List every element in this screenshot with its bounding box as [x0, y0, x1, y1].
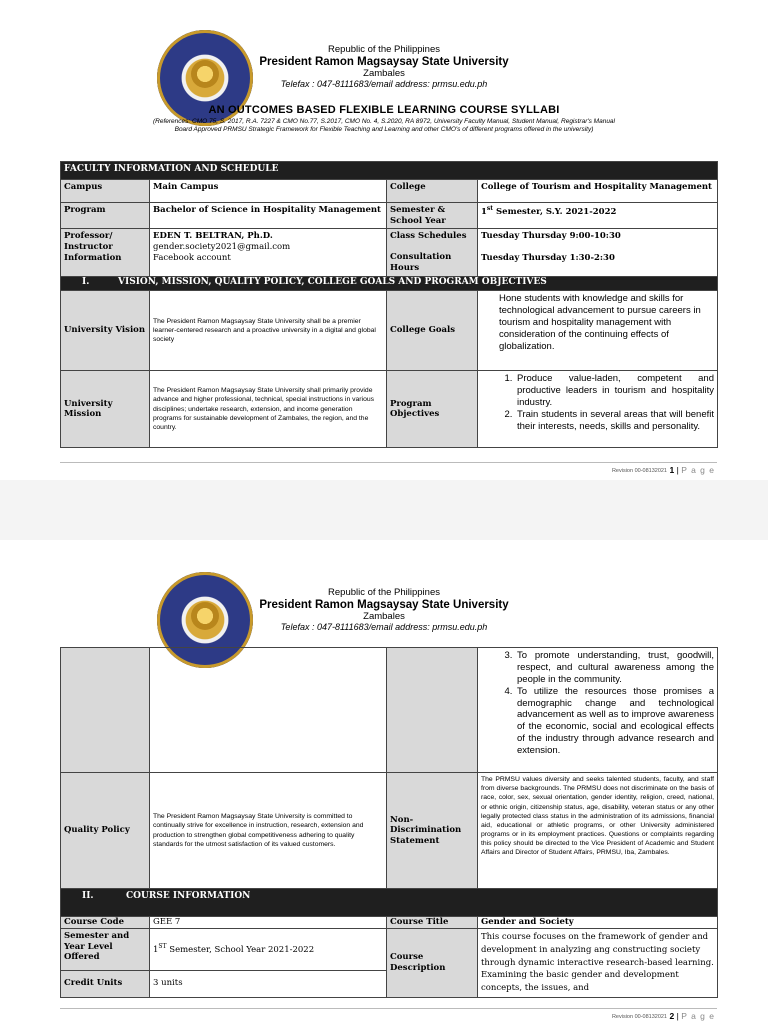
program-objectives-cell [478, 371, 718, 448]
professor-email: gender.society2021@gmail.com [153, 241, 291, 252]
program-objectives-list-1 [481, 373, 714, 432]
semester-row [61, 929, 718, 971]
page-1 [0, 0, 768, 480]
vmgo-continued-table [60, 647, 718, 998]
program-row [61, 203, 718, 229]
objective-item: 1. Produce value-laden, competent and productive leaders in tourism and hospitality industry. [515, 373, 714, 409]
mission-text: The President Ramon Magsaysay State University shall primarily provide advance and higher professional, technical, special instructions in various disciplines; undertake research, extension, and income generation programs for sustainable development of Zambales, the region, and the country. [150, 371, 387, 448]
campus-row [61, 180, 718, 203]
course-code-row [61, 917, 718, 929]
professor-row [61, 229, 718, 277]
faculty-table [60, 161, 718, 448]
program-objectives-list-2 [481, 650, 714, 757]
vmgo-section-header [61, 277, 718, 291]
course-description-text: This course focuses on the framework of gender and development in analyzing ang constructing society through dynamic interactive research-based learning. Examining the basic gender and development concepts, the issues, and [478, 929, 718, 998]
vmgo-section-cell [61, 277, 718, 291]
letterhead [0, 44, 768, 89]
empty-label-cell [61, 648, 150, 773]
mission-row [61, 371, 718, 448]
vmgo-section-number: I. [82, 277, 90, 288]
consultation-value: Tuesday Thursday 1:30-2:30 [481, 252, 615, 263]
telefax-line: Telefax : 047-8111683/email address: prmsu.edu.ph [280, 79, 488, 89]
quality-row [61, 773, 718, 889]
page-2-footer [60, 1008, 717, 1021]
page-1-footer [60, 462, 717, 475]
references-line-2: Board Approved PRMSU Strategic Framework for Flexible Teaching and Learning and other CMO's of different programs offered in the university) [174, 126, 594, 134]
course-section-header [61, 889, 718, 917]
province-line: Zambales [363, 611, 405, 622]
college-value: College of Tourism and Hospitality Management [478, 180, 718, 203]
semester-value: 1st Semester, S.Y. 2021-2022 [478, 203, 718, 229]
empty-label-cell [387, 648, 478, 773]
credit-units-label: Credit Units [61, 970, 150, 997]
telefax-line: Telefax : 047-8111683/email address: prmsu.edu.ph [280, 622, 488, 632]
course-code-label: Course Code [61, 917, 150, 929]
quality-policy-text: The President Ramon Magsaysay State University is committed to continually strive for excellence in instruction, research, extension and production to strengthen global competitiveness adhering to quality standards for the utmost satisfaction of its valued customers. [150, 773, 387, 889]
program-value: Bachelor of Science in Hospitality Management [150, 203, 387, 229]
college-label: College [387, 180, 478, 203]
vision-text: The President Ramon Magsaysay State University shall be a premier learner-centered research and a proactive university in a digital and global society [150, 291, 387, 371]
republic-line: Republic of the Philippines [328, 44, 440, 55]
objective-item: 3. To promote understanding, trust, goodwill, respect, and cultural awareness among the people in the community. [515, 650, 714, 686]
vision-label: University Vision [61, 291, 150, 371]
revision-number: Revision 00-08132021 [611, 1014, 667, 1020]
vmgo-section-title: VISION, MISSION, QUALITY POLICY, COLLEGE GOALS AND PROGRAM OBJECTIVES [118, 277, 547, 288]
course-title-label: Course Title [387, 917, 478, 929]
credit-units-value: 3 units [150, 970, 387, 997]
province-line: Zambales [363, 68, 405, 79]
page-2 [0, 540, 768, 1024]
quality-policy-label: Quality Policy [61, 773, 150, 889]
semester-level-label: Semester and Year Level Offered [61, 929, 150, 971]
college-goals-text: Hone students with knowledge and skills for technological advancement to pursue careers in tourism and hospitality management with consideration of the continuing effects of globalization. [499, 293, 701, 352]
campus-label: Campus [61, 180, 150, 203]
revision-number: Revision 00-08132021 [611, 468, 667, 474]
consultation-label: Consultation Hours [390, 251, 452, 273]
class-schedule-label: Class Schedules [390, 231, 467, 242]
course-section-title: COURSE INFORMATION [126, 891, 251, 901]
page-gap [0, 480, 768, 540]
objectives-continued-row [61, 648, 718, 773]
professor-label: Professor/ Instructor Information [61, 229, 150, 277]
course-title-value: Gender and Society [478, 917, 718, 929]
references-line-1: (References: CMO 75, S. 2017, R.A. 7227 & CMO No.77, S.2017, CMO No. 4, S.2020, RA 8972, University Faculty Manual, Student Manual, Registrar's Manual [153, 118, 615, 125]
semester-label: Semester & School Year [387, 203, 478, 229]
republic-line: Republic of the Philippines [328, 587, 440, 598]
vision-row [61, 291, 718, 371]
campus-value: Main Campus [150, 180, 387, 203]
course-code-value: GEE 7 [150, 917, 387, 929]
objective-item: 4. To utilize the resources those promises a demographic change and technological advancement as well as to improve awareness of the economic, social and ecological effects of the industry through advance research and extension. [515, 686, 714, 757]
mission-label: University Mission [61, 371, 150, 448]
references [100, 118, 668, 135]
schedule-values [478, 229, 718, 277]
non-discrimination-label: Non-Discrimination Statement [387, 773, 478, 889]
semester-level-value: 1ST Semester, School Year 2021-2022 [150, 929, 387, 971]
professor-facebook: Facebook account [153, 252, 231, 263]
non-discrimination-text: The PRMSU values diversity and seeks talented students, faculty, and staff from diverse backgrounds. The PRMSU does not discriminate on the basis of race, color, sex, sexual orientation, gender identity, religion, creed, national, or ethnic origin, citizenship status, age, disability, veteran status or any other legally protected class status in the administration of its admissions, financial aid, educational or athletic programs, or other University administered programs or in its employment practices. Questions or complaints regarding this policy should be directed to the Vice President of Academic and Student Affairs and Director of Student Affairs, PRMSU, Iba, Zambales. [478, 773, 718, 889]
empty-text-cell [150, 648, 387, 773]
college-goals-label: College Goals [387, 291, 478, 371]
professor-name: EDEN T. BELTRAN, Ph.D. [153, 231, 273, 242]
letterhead [0, 587, 768, 632]
course-section-number: II. [82, 891, 94, 901]
faculty-section-header [61, 162, 718, 180]
page-number: 1 | P a g e [669, 465, 715, 475]
class-schedule-value: Tuesday Thursday 9:00-10:30 [481, 231, 621, 242]
course-description-label: Course Description [387, 929, 478, 998]
program-label: Program [61, 203, 150, 229]
page-number: 2 | P a g e [669, 1011, 715, 1021]
university-name: President Ramon Magsaysay State University [259, 599, 509, 611]
professor-value [150, 229, 387, 277]
schedule-labels [387, 229, 478, 277]
faculty-section-title: FACULTY INFORMATION AND SCHEDULE [61, 162, 718, 180]
objective-item: 2. Train students in several areas that will benefit their interests, needs, skills and personality. [515, 409, 714, 433]
university-name: President Ramon Magsaysay State University [259, 56, 509, 68]
college-goals-cell [478, 291, 718, 371]
course-section-cell [61, 889, 718, 917]
program-objectives-cell [478, 648, 718, 773]
document-title: AN OUTCOMES BASED FLEXIBLE LEARNING COURSE SYLLABI [208, 104, 560, 116]
program-objectives-label: Program Objectives [387, 371, 478, 448]
